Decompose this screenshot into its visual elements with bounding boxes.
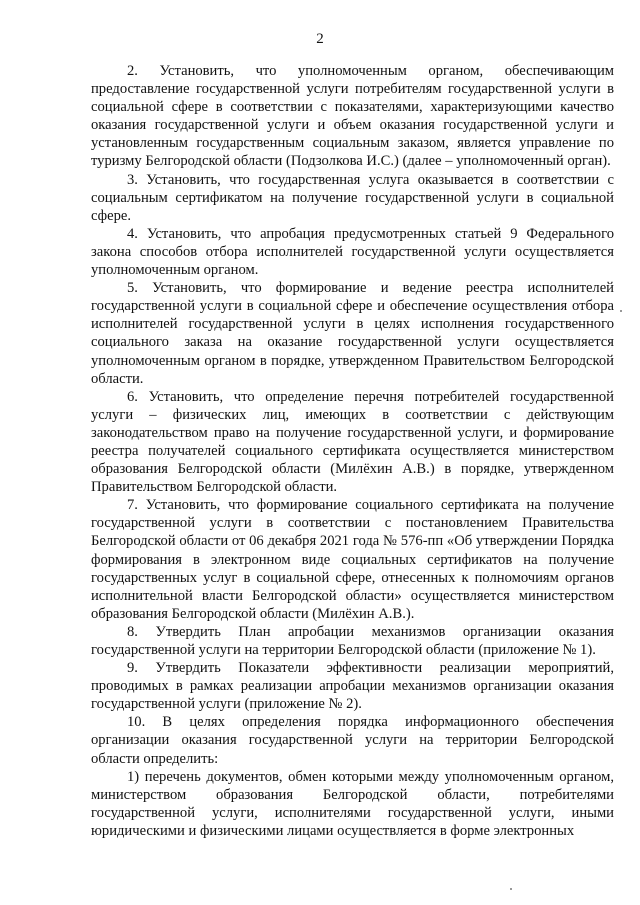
paragraph-3-certificate: 3. Установить, что государственная услуга оказывается в соответствии с социальным сертификатом на получение государственной услуги в социальной сфере. <box>91 171 614 224</box>
scan-speck <box>620 310 622 312</box>
paragraph-6-consumers: 6. Установить, что определение перечня потребителей государственной услуги – физических лиц, имеющих в соответствии с действующим законодательством право на получение государственной услуги, и формирование реестра получателей социального сертификата осуществляется министерством образования Белгородской области (Милёхин А.В.) в порядке, утвержденном Правительством Белгородской области. <box>91 388 614 496</box>
paragraph-2-operator: 2. Установить, что уполномоченным органом, обеспечивающим предоставление государственной услуги потребителям государственной услуги в социальной сфере в соответствии с показателями, характеризующими качество оказания государственной услуги и объем оказания государственной услуги и установленным государственным социальным заказом, является управление по туризму Белгородской области (Подзолкова И.С.) (далее – уполномоченный орган). <box>91 63 614 170</box>
paragraph-4-approbation: 4. Установить, что апробация предусмотренных статьей 9 Федерального закона способов отбора исполнителей государственной услуги осуществляется уполномоченным органом. <box>91 225 614 279</box>
paragraph-5-registry: 5. Установить, что формирование и ведение реестра исполнителей государственной услуги в социальной сфере и обеспечение осуществления отбора исполнителей государственной услуги в целях исполнения государственного социального заказа на оказание государственной услуги осуществляется уполномоченным органом в порядке, утвержденном Правительством Белгородской области. <box>91 280 614 387</box>
paragraph-10-item-1: 1) перечень документов, обмен которыми между уполномоченным органом, министерством образования Белгородской области, потребителями государственной услуги, исполнителями государственной услуги, иными юридическими и физическими лицами осуществляется в форме электронных <box>91 768 614 839</box>
page-number: 2 <box>316 31 324 47</box>
paragraph-8-plan: 8. Утвердить План апробации механизмов организации оказания государственной услуги на территории Белгородской области (приложение № 1). <box>91 623 614 658</box>
paragraph-9-indicators: 9. Утвердить Показатели эффективности реализации мероприятий, проводимых в рамках реализации апробации механизмов организации оказания государственной услуги (приложение № 2). <box>91 660 614 713</box>
paragraph-10-information: 10. В целях определения порядка информационного обеспечения организации оказания государственной услуги на территории Белгородской области определить: <box>91 714 614 767</box>
scan-speck <box>510 888 512 890</box>
document-body <box>91 62 614 840</box>
paragraph-7-certificate-formation: 7. Установить, что формирование социального сертификата на получение государственной услуги в соответствии с постановлением Правительства Белгородской области от 06 декабря 2021 года № 576-пп «Об утверждении Порядка формирования в электронном виде социальных сертификатов на получение государственных услуг в социальной сфере, отнесенных к полномочиям органов исполнительной власти Белгородской области» осуществляется министерством образования Белгородской области (Милёхин А.В.). <box>91 497 614 622</box>
